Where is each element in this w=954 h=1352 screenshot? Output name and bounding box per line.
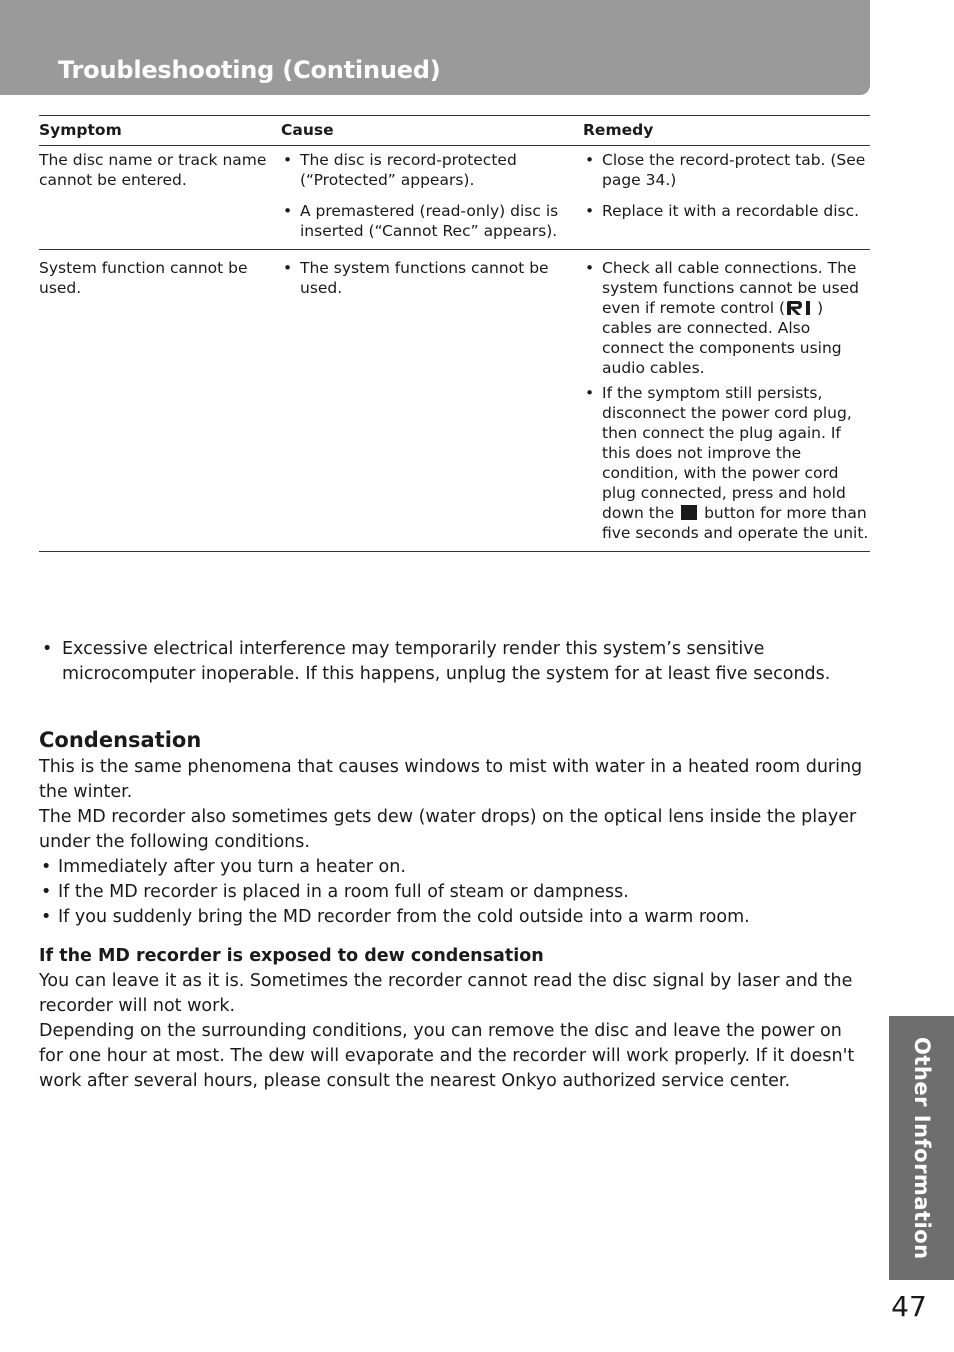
cause-cell [281,146,583,250]
dew-paragraph: Depending on the surrounding conditions, you can remove the disc and leave the power on for one hour at most. The dew will evaporate and the recorder will work properly. If it doesn't work after several hours, please consult the nearest Onkyo authorized service center. [39,1021,855,1091]
list-item: • If you suddenly bring the MD recorder from the cold outside into a warm room. [39,905,869,930]
column-header-remedy: Remedy [583,116,870,146]
condensation-heading: Condensation [39,728,202,752]
table-row [39,250,870,552]
condensation-conditions-list [39,855,869,930]
list-item: • Immediately after you turn a heater on. [39,855,869,880]
remedy-text: If the symptom still persists, disconnect the power cord plug, then connect the plug again. If this does not improve the condition, with the power cord plug connected, press and hold down the [602,384,852,522]
section-side-tab-label: Other Information [910,1036,934,1260]
remedy-text: ) cables are connected. Also connect the components using audio cables. [602,299,842,377]
remedy-item [583,258,870,378]
remedy-item: • Replace it with a recordable disc. [583,201,870,221]
condensation-paragraph: The MD recorder also sometimes gets dew (water drops) on the optical lens inside the player under the following conditions. [39,807,857,852]
cause-cell [281,250,583,552]
remedy-list [583,150,870,221]
cause-item: • A premastered (read-only) disc is inserted (“Cannot Rec” appears). [281,201,583,241]
column-header-symptom: Symptom [39,116,281,146]
note-list [39,637,859,687]
cause-list [281,258,583,298]
header-bar [0,0,870,95]
condensation-paragraph: This is the same phenomena that causes windows to mist with water in a heated room during the winter. [39,757,863,802]
remedy-text: button for more than five seconds and operate the unit. [602,504,869,542]
cause-item: • The disc is record-protected (“Protected” appears). [281,150,583,190]
symptom-cell: The disc name or track name cannot be entered. [39,146,281,250]
remedy-item: • Close the record-protect tab. (See page 34.) [583,150,870,190]
remedy-cell [583,250,870,552]
list-item: • If the MD recorder is placed in a room full of steam or dampness. [39,880,869,905]
section-side-tab [889,1016,954,1280]
cause-list [281,150,583,241]
ri-remote-control-icon [786,300,816,316]
stop-button-icon [681,505,697,520]
condensation-body [39,755,869,930]
dew-condensation-body [39,969,869,1094]
dew-condensation-heading: If the MD recorder is exposed to dew condensation [39,946,544,966]
page-title: Troubleshooting (Continued) [58,56,441,84]
cause-item: • The system functions cannot be used. [281,258,583,298]
page-number: 47 [891,1290,927,1323]
table-header-row [39,116,870,146]
table-row [39,146,870,250]
column-header-cause: Cause [281,116,583,146]
dew-paragraph: You can leave it as it is. Sometimes the recorder cannot read the disc signal by laser and the recorder will not work. [39,971,853,1016]
remedy-text: Check all cable connections. The system functions cannot be used even if remote control ( [602,259,860,317]
remedy-cell [583,146,870,250]
note-item: • Excessive electrical interference may temporarily render this system’s sensitive microcomputer inoperable. If this happens, unplug the system for at least five seconds. [39,637,859,687]
remedy-item [583,383,870,543]
troubleshooting-table [39,115,870,552]
symptom-cell: System function cannot be used. [39,250,281,552]
remedy-list [583,258,870,543]
